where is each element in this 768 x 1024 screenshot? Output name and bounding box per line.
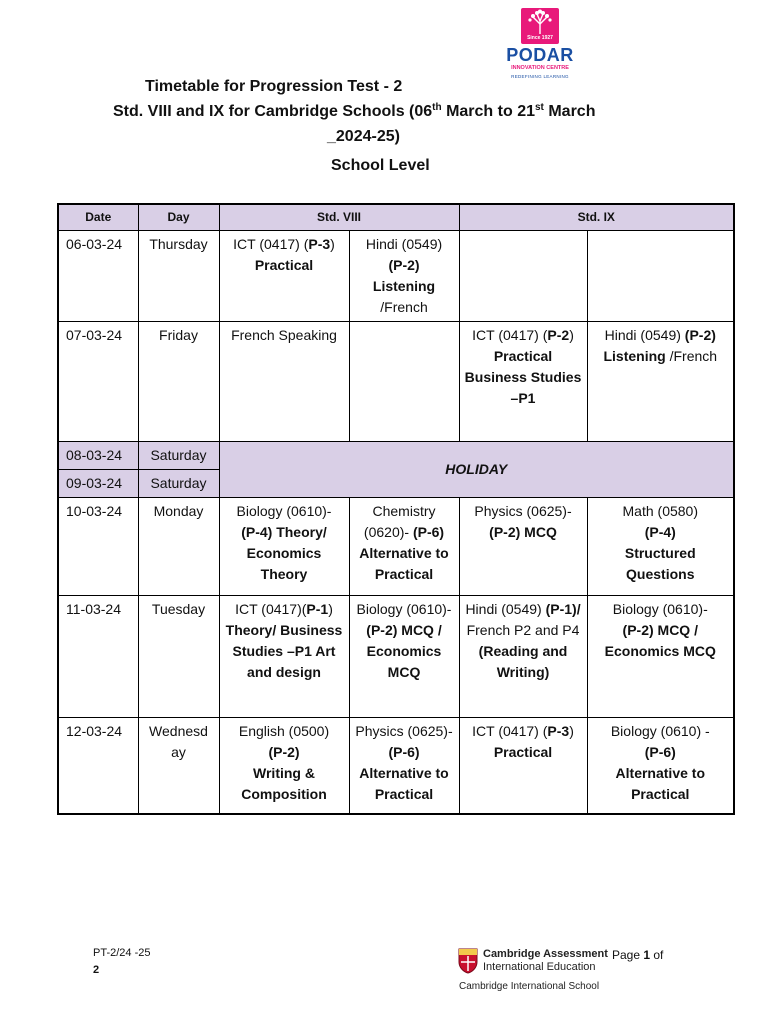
timetable — [57, 203, 735, 815]
subtitle-part-c: March — [543, 103, 596, 120]
cell-text: Structured Questions — [624, 545, 696, 582]
cell-text: (P-2) MCQ / Economics MCQ — [366, 622, 442, 680]
cell-text: (P-2) MCQ — [489, 524, 557, 540]
cell-std8-a — [219, 231, 349, 322]
logo-tagline: REDEFINING LEARNING — [511, 74, 569, 79]
table-row — [58, 596, 734, 718]
cell-text: Biology (0610) - — [610, 723, 710, 739]
table-row — [58, 231, 734, 322]
cell-std9-b — [587, 718, 734, 814]
cell-day: Saturday — [138, 470, 219, 498]
subtitle-sup-1: th — [432, 102, 442, 113]
cell-text: Physics (0625)- — [355, 723, 453, 739]
cell-text: Biology (0610)- — [612, 601, 708, 617]
cell-text: Physics (0625)- — [474, 503, 572, 519]
cell-text: Math (0580) — [622, 503, 698, 519]
cambridge-line3: Cambridge International School — [459, 981, 600, 992]
cell-std9-a — [459, 718, 587, 814]
logo-brand: PODAR — [506, 45, 574, 65]
cell-date: 11-03-24 — [58, 596, 138, 718]
doc-subtitle — [113, 103, 595, 121]
cell-text: (P-2) MCQ / Economics MCQ — [604, 622, 716, 659]
table-row — [58, 498, 734, 596]
cell-text: Practical Business Studies –P1 — [464, 348, 582, 406]
cell-text: ) — [330, 236, 335, 252]
cell-text: /French — [665, 348, 718, 364]
cell-text: Alternative to Practical — [615, 765, 705, 802]
cell-text: English (0500) — [238, 723, 330, 739]
doc-title: Timetable for Progression Test - 2 — [145, 78, 403, 95]
table-header-row — [58, 204, 734, 231]
footer-number: 2 — [93, 964, 100, 976]
cell-text: ) — [569, 327, 574, 343]
subtitle-part-b: March to 21 — [441, 103, 535, 120]
cell-text: French Speaking — [231, 327, 337, 343]
cell-std8-b — [349, 498, 459, 596]
cell-text: Writing & Composition — [241, 765, 327, 802]
cell-text: (P-4) — [644, 524, 676, 540]
cell-text: Alternative to Practical — [359, 765, 449, 802]
cell-text: P-2 — [547, 327, 570, 343]
cambridge-shield-icon — [458, 948, 478, 974]
page-number: 1 — [643, 948, 651, 962]
cell-date: 12-03-24 — [58, 718, 138, 814]
cell-text: Practical — [254, 257, 314, 273]
cell-std9-b — [587, 231, 734, 322]
page-prefix: Page — [612, 948, 644, 962]
cell-text: Alternative to Practical — [359, 545, 449, 582]
cell-text: (P-6) — [388, 744, 420, 760]
cell-std9-b — [587, 498, 734, 596]
cell-std8-b — [349, 596, 459, 718]
cell-text: Theory/ Business Studies –P1 Art and design — [225, 622, 343, 680]
cell-text: (P-2) — [388, 257, 420, 273]
cell-text: P-3 — [308, 236, 331, 252]
cell-std8-a — [219, 498, 349, 596]
cell-text: (Reading and Writing) — [478, 643, 568, 680]
table-row — [58, 442, 734, 470]
cell-std8-a — [219, 322, 349, 442]
cell-day: Monday — [138, 498, 219, 596]
cell-std9-a — [459, 498, 587, 596]
cell-std9-b — [587, 596, 734, 718]
subtitle-sup-2: st — [534, 102, 544, 113]
cell-text: (P-2) — [268, 744, 300, 760]
cell-text: /French — [380, 299, 428, 315]
cell-date: 09-03-24 — [58, 470, 138, 498]
cell-text: Practical — [493, 744, 553, 760]
cell-text: ICT (0417) ( — [472, 327, 548, 343]
cell-text: P-3 — [547, 723, 570, 739]
cell-text: (P-1)/ — [545, 601, 581, 617]
table-row — [58, 322, 734, 442]
cell-date: 08-03-24 — [58, 442, 138, 470]
cell-day: Wednesd ay — [138, 718, 219, 814]
tree-logo-icon — [521, 8, 559, 44]
cell-text: (P-6) — [644, 744, 676, 760]
cell-std9-b — [587, 322, 734, 442]
cambridge-line2: International Education — [483, 961, 596, 973]
cell-day: Tuesday — [138, 596, 219, 718]
cell-std8-b — [349, 322, 459, 442]
cell-date: 07-03-24 — [58, 322, 138, 442]
cell-std8-a — [219, 596, 349, 718]
cell-text: Hindi (0549) — [365, 236, 443, 252]
cell-text: P-1 — [306, 601, 329, 617]
doc-level: School Level — [331, 157, 430, 174]
cell-date: 10-03-24 — [58, 498, 138, 596]
subtitle-part-a: Std. VIII and IX for Cambridge Schools (06 — [113, 103, 433, 120]
header-std9: Std. IX — [459, 204, 734, 231]
cambridge-line1: Cambridge Assessment — [483, 948, 608, 960]
cell-std8-b — [349, 231, 459, 322]
cell-text: (P-4) Theory/ Economics Theory — [241, 524, 327, 582]
cell-std8-a — [219, 718, 349, 814]
table-row — [58, 718, 734, 814]
cell-text: Biology (0610)- — [236, 503, 332, 519]
header-std8: Std. VIII — [219, 204, 459, 231]
cell-text: Listening — [603, 348, 666, 364]
header-date: Date — [58, 204, 138, 231]
logo-since: Since 1927 — [527, 35, 553, 41]
cell-std8-b — [349, 718, 459, 814]
page-suffix: of — [650, 948, 664, 962]
logo-subtitle: INNOVATION CENTRE — [511, 65, 569, 71]
holiday-cell: HOLIDAY — [219, 442, 734, 498]
cell-text: ICT (0417)( — [235, 601, 307, 617]
page-indicator — [612, 948, 663, 962]
cell-text: ICT (0417) ( — [233, 236, 309, 252]
cell-day: Saturday — [138, 442, 219, 470]
footer-code: PT-2/24 -25 — [93, 947, 151, 959]
cell-text: (P-6) — [412, 524, 445, 540]
cell-std9-a — [459, 322, 587, 442]
cell-text: Hindi (0549) — [465, 601, 546, 617]
cell-text: Biology (0610)- — [356, 601, 452, 617]
cell-date: 06-03-24 — [58, 231, 138, 322]
cell-std9-a — [459, 596, 587, 718]
cell-day: Thursday — [138, 231, 219, 322]
podar-logo — [492, 8, 588, 86]
cell-text: Listening — [372, 278, 436, 294]
header-day: Day — [138, 204, 219, 231]
cell-text: French P2 and P4 — [466, 622, 580, 638]
cell-day: Friday — [138, 322, 219, 442]
cell-text: (P-2) — [684, 327, 716, 343]
doc-year: _2024-25) — [327, 128, 400, 145]
cell-text: Hindi (0549) — [604, 327, 685, 343]
cell-text: ) — [328, 601, 333, 617]
cell-text: ICT (0417) ( — [472, 723, 548, 739]
cell-std9-a — [459, 231, 587, 322]
cell-text: Chemistry (0620)- — [363, 503, 436, 540]
cell-text: ) — [569, 723, 574, 739]
